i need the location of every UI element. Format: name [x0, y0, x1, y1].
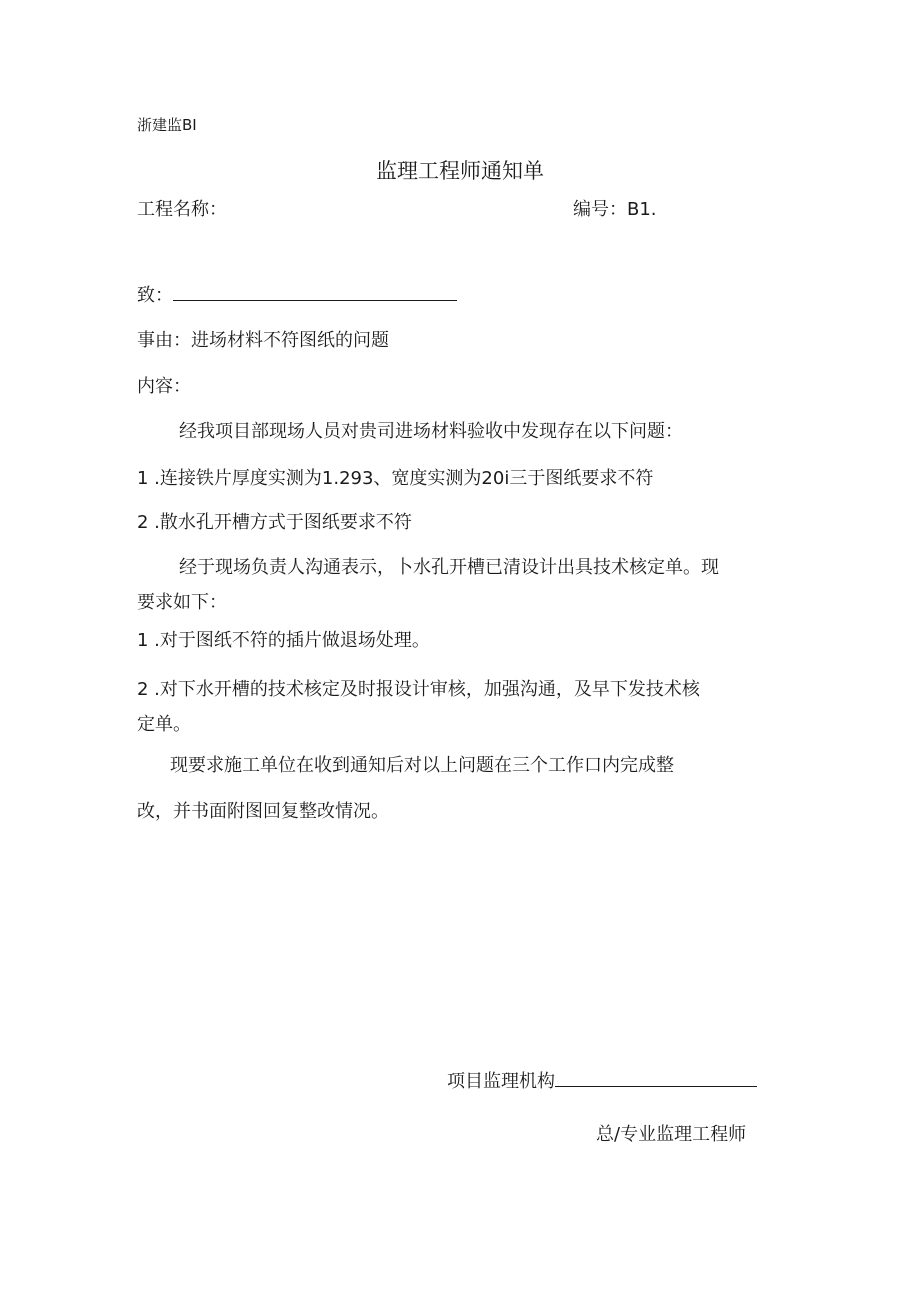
closing-paragraph-line1: 现要求施工单位在收到通知后对以上问题在三个工作口内完成整 [170, 755, 674, 776]
recipient-label: 致： [137, 285, 173, 306]
communication-paragraph-line2: 要求如下： [137, 592, 227, 613]
engineer-signature-label: 总/专业监理工程师 [596, 1124, 747, 1145]
issue-item-1: 1 .连接铁片厚度实测为1.293、宽度实测为20i三于图纸要求不符 [137, 468, 654, 489]
requirement-item-1: 1 .对于图纸不符的插片做退场处理。 [137, 630, 430, 651]
project-name-label: 工程名称： [137, 199, 227, 220]
communication-paragraph-line1: 经于现场负责人沟通表示，卜水孔开槽已清设计出具技术核定单。现 [179, 557, 719, 578]
subject-line: 事由：进场材料不符图纸的问题 [137, 330, 389, 351]
supervision-org-row [447, 1067, 757, 1093]
document-title: 监理工程师通知单 [376, 159, 544, 183]
form-code: 浙建监BI [137, 116, 197, 134]
supervision-org-blank-line [555, 1070, 757, 1087]
recipient-blank-line [173, 284, 457, 301]
issue-item-2: 2 .散水孔开槽方式于图纸要求不符 [137, 512, 412, 533]
intro-paragraph: 经我项目部现场人员对贵司进场材料验收中发现存在以下问题： [179, 421, 683, 442]
content-label: 内容： [137, 376, 191, 397]
document-number: 编号：B1. [573, 199, 657, 220]
supervision-org-label: 项目监理机构 [447, 1071, 555, 1092]
requirement-item-2-line2: 定单。 [137, 714, 191, 735]
closing-paragraph-line2: 改，并书面附图回复整改情况。 [137, 801, 389, 822]
recipient-row [137, 281, 457, 307]
requirement-item-2-line1: 2 .对下水开槽的技术核定及时报设计审核，加强沟通，及早下发技术核 [137, 679, 700, 700]
